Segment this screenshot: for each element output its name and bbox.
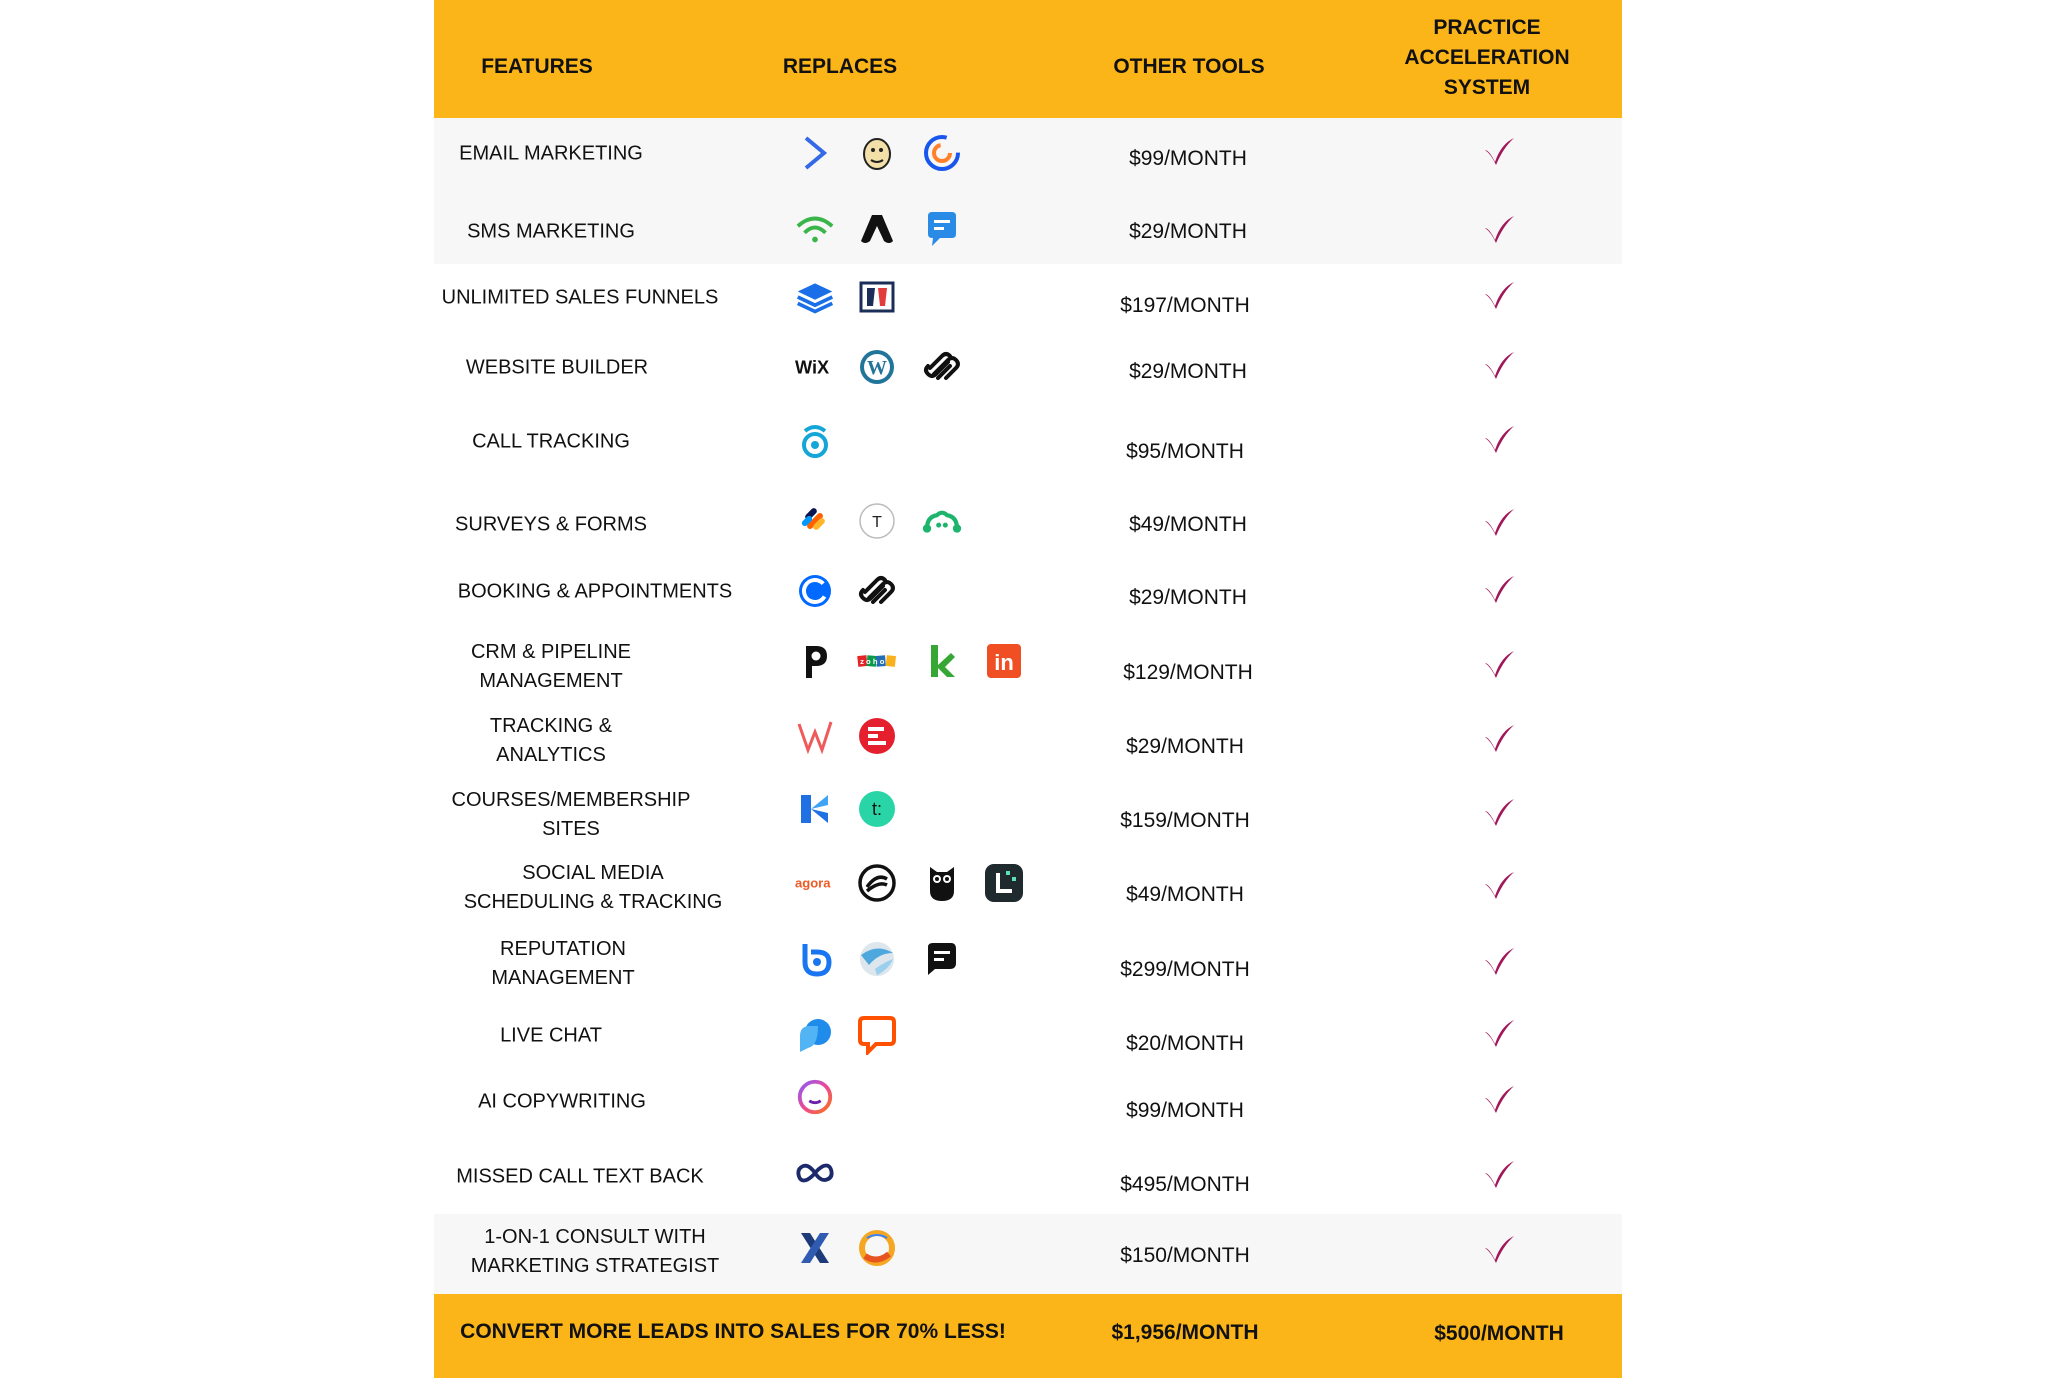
later-icon	[984, 863, 1024, 903]
svg-text:t:: t:	[871, 799, 883, 819]
feature-label: UNLIMITED SALES FUNNELS	[441, 286, 719, 309]
other-tools-price: $299/MONTH	[1120, 958, 1250, 981]
squarespace-icon	[922, 347, 962, 387]
feature-label: REPUTATION MANAGEMENT	[491, 938, 635, 989]
other-tools-price: $99/MONTH	[1126, 1099, 1244, 1122]
checkmark-icon	[1483, 649, 1515, 679]
svg-text:z o h o: z o h o	[860, 657, 885, 667]
other-tools-price: $197/MONTH	[1120, 294, 1250, 317]
svg-text:in: in	[994, 650, 1014, 675]
table-footer	[434, 1294, 1622, 1378]
other-tools-price: $29/MONTH	[1129, 360, 1247, 383]
other-tools-total: $1,956/MONTH	[1111, 1321, 1259, 1344]
x-logo-icon	[795, 1228, 835, 1268]
footer-tagline: CONVERT MORE LEADS INTO SALES FOR 70% LESS!	[460, 1320, 1006, 1343]
callrail-icon	[795, 421, 835, 461]
checkmark-icon	[1483, 797, 1515, 827]
hootsuite-icon	[922, 863, 962, 903]
checkmark-icon	[1483, 723, 1515, 753]
black-a-logo-icon	[857, 209, 897, 249]
other-tools-price: $99/MONTH	[1129, 147, 1247, 170]
checkmark-icon	[1483, 1159, 1515, 1189]
pipedrive-icon	[795, 641, 835, 681]
wordpress-icon	[857, 347, 897, 387]
w-analytics-icon	[795, 716, 835, 756]
svg-text:T: T	[872, 514, 882, 531]
checkmark-icon	[1483, 574, 1515, 604]
other-tools-price: $29/MONTH	[1126, 735, 1244, 758]
feature-label: SOCIAL MEDIA SCHEDULING & TRACKING	[463, 862, 723, 913]
other-tools-price: $495/MONTH	[1120, 1173, 1250, 1196]
livechat-icon	[857, 1015, 897, 1055]
calendly-icon	[795, 571, 835, 611]
other-tools-price: $159/MONTH	[1120, 809, 1250, 832]
surveymonkey-icon	[922, 501, 962, 541]
wifi-signal-icon	[795, 209, 835, 249]
table-header	[434, 0, 1622, 118]
checkmark-icon	[1483, 870, 1515, 900]
activecampaign-icon	[795, 133, 835, 173]
clickfunnels-icon	[857, 277, 897, 317]
typeform-icon	[857, 501, 897, 541]
keap-icon	[922, 641, 962, 681]
feature-label: LIVE CHAT	[500, 1024, 602, 1047]
checkmark-icon	[1483, 1084, 1515, 1114]
jotform-icon	[795, 501, 835, 541]
checkmark-icon	[1483, 350, 1515, 380]
message-bubble-icon	[922, 939, 962, 979]
checkmark-icon	[1483, 280, 1515, 310]
layers-stack-icon	[795, 277, 835, 317]
other-tools-price: $49/MONTH	[1126, 883, 1244, 906]
intercom-bubble-icon	[795, 1015, 835, 1055]
feature-label: MISSED CALL TEXT BACK	[456, 1165, 704, 1188]
checkmark-icon	[1483, 1234, 1515, 1264]
birdeye-icon	[795, 939, 835, 979]
sprout-social-icon	[857, 863, 897, 903]
replaces-column-header: REPLACES	[782, 55, 898, 78]
other-tools-price: $150/MONTH	[1120, 1244, 1250, 1267]
feature-label: 1-ON-1 CONSULT WITH MARKETING STRATEGIST	[470, 1226, 720, 1277]
features-column-header: FEATURES	[481, 55, 593, 78]
other-tools-price: $29/MONTH	[1129, 586, 1247, 609]
other-tools-price: $129/MONTH	[1123, 661, 1253, 684]
agora-logo-icon	[795, 863, 835, 903]
feature-label: AI COPYWRITING	[478, 1090, 646, 1113]
svg-text:agora: agora	[795, 875, 831, 891]
other-tools-price: $95/MONTH	[1126, 440, 1244, 463]
kajabi-icon	[795, 789, 835, 829]
other-tools-price: $49/MONTH	[1129, 513, 1247, 536]
svg-text:WiX: WiX	[795, 357, 830, 378]
orange-ring-icon	[857, 1228, 897, 1268]
feature-label: TRACKING & ANALYTICS	[489, 715, 613, 766]
insightly-icon	[984, 641, 1024, 681]
constant-contact-icon	[922, 133, 962, 173]
mailchimp-icon	[857, 133, 897, 173]
checkmark-icon	[1483, 424, 1515, 454]
checkmark-icon	[1483, 946, 1515, 976]
other-tools-price: $29/MONTH	[1129, 220, 1247, 243]
wix-logo-icon	[795, 347, 835, 387]
squarespace-icon	[857, 571, 897, 611]
feature-label: BOOKING & APPOINTMENTS	[457, 580, 733, 603]
checkmark-icon	[1483, 136, 1515, 166]
red-circle-icon	[857, 716, 897, 756]
other-tools-column-header: OTHER TOOLS	[1113, 55, 1265, 78]
jasper-icon	[795, 1077, 835, 1117]
feature-label: CALL TRACKING	[472, 430, 630, 453]
feature-label: COURSES/MEMBERSHIP SITES	[451, 789, 691, 840]
teachable-icon	[857, 789, 897, 829]
podium-swirl-icon	[857, 939, 897, 979]
checkmark-icon	[1483, 507, 1515, 537]
feature-label: SMS MARKETING	[467, 220, 635, 243]
infinity-logo-icon	[795, 1153, 835, 1193]
svg-text:W: W	[867, 357, 887, 379]
checkmark-icon	[1483, 214, 1515, 244]
feature-label: SURVEYS & FORMS	[455, 513, 647, 536]
feature-label: EMAIL MARKETING	[459, 142, 643, 165]
zoho-logo-icon	[857, 641, 897, 681]
feature-label: WEBSITE BUILDER	[465, 356, 649, 379]
feature-label: CRM & PIPELINE MANAGEMENT	[470, 641, 632, 692]
system-column-header: PRACTICE ACCELERATION SYSTEM	[1404, 16, 1570, 99]
chat-bubble-icon	[922, 209, 962, 249]
system-total: $500/MONTH	[1434, 1322, 1564, 1345]
checkmark-icon	[1483, 1018, 1515, 1048]
comparison-table	[434, 0, 1622, 1372]
other-tools-price: $20/MONTH	[1126, 1032, 1244, 1055]
